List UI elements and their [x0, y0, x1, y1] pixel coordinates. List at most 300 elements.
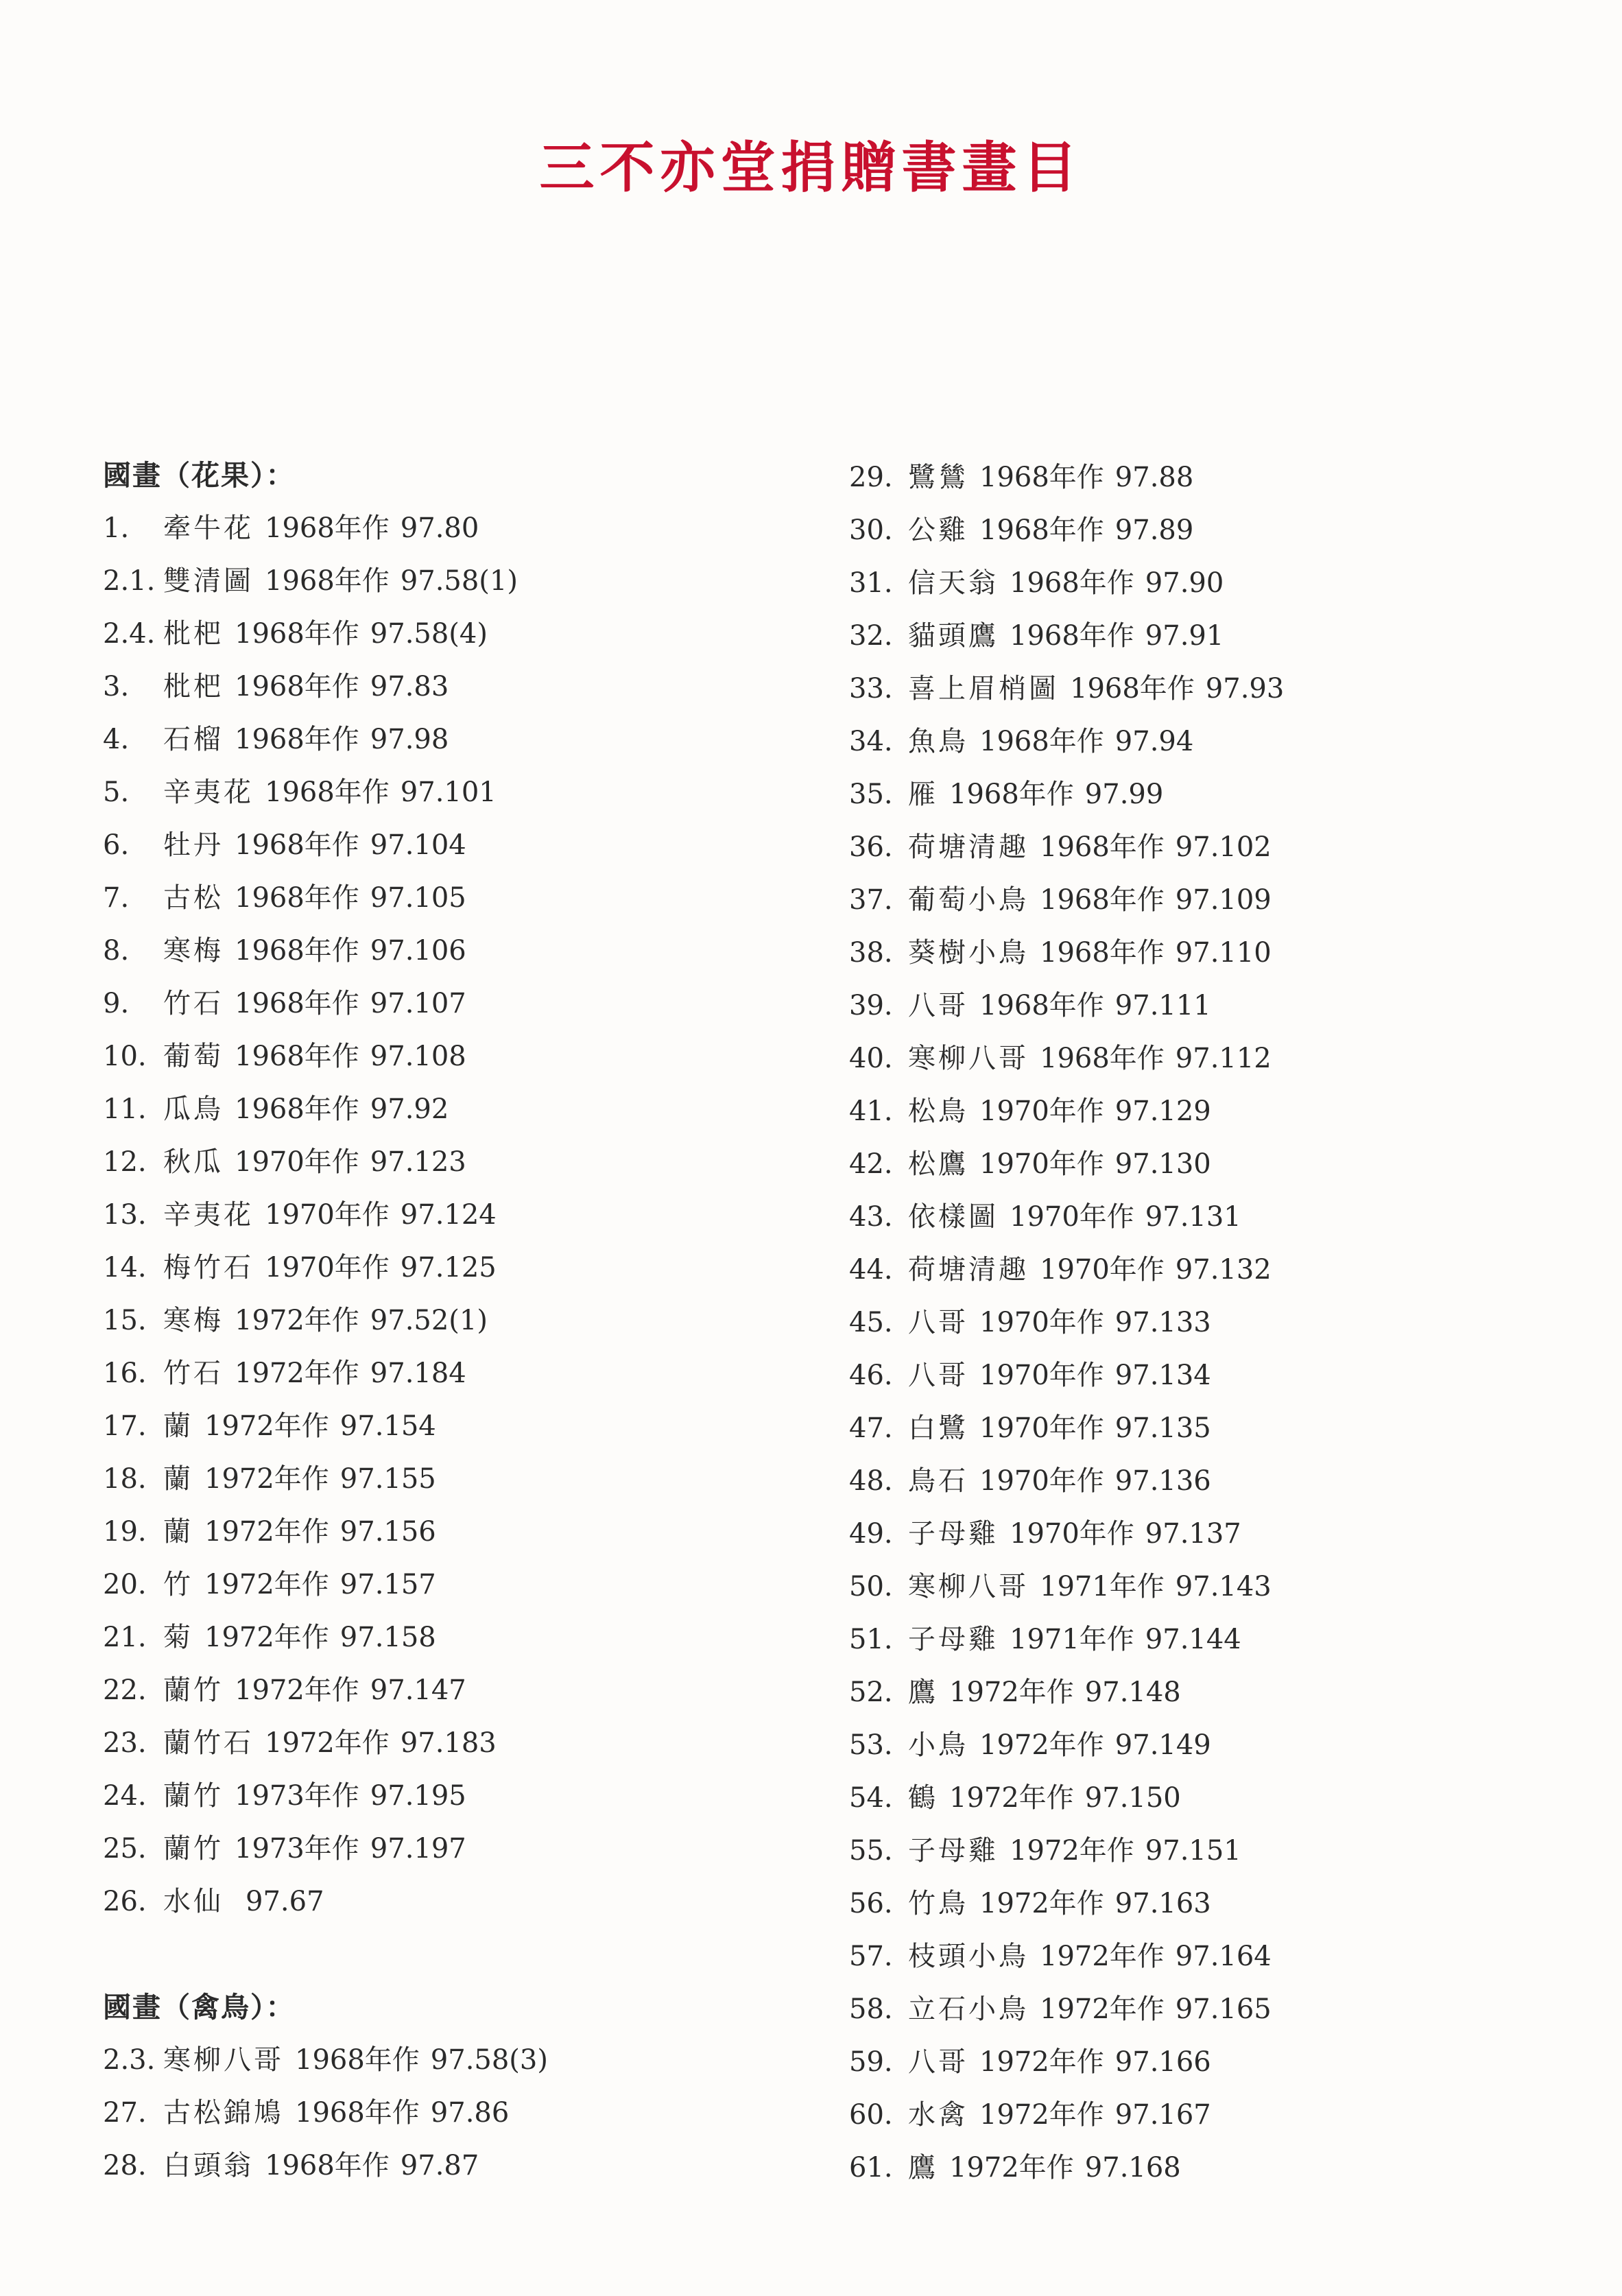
list-item [849, 1297, 1284, 1349]
item-title: 鶴 [908, 1782, 938, 1814]
item-year: 1968年作 [265, 565, 390, 597]
item-year: 1968年作 [1040, 884, 1165, 916]
page-title: 三不亦堂捐贈書畫目 [539, 135, 1083, 200]
item-title: 梅竹石 [163, 1252, 254, 1283]
item-title: 蘭 [163, 1410, 193, 1442]
item-year: 1972年作 [979, 1729, 1104, 1761]
item-title: 寒柳八哥 [163, 2044, 284, 2076]
item-year: 1968年作 [295, 2044, 420, 2076]
item-catalog-number: 97.164 [1175, 1941, 1272, 1972]
list-item [849, 874, 1284, 927]
item-title: 石榴 [163, 724, 224, 755]
item-number: 13. [103, 1199, 147, 1231]
list-item [849, 1930, 1284, 1983]
item-catalog-number: 97.165 [1175, 1993, 1272, 2025]
item-title: 枇杷 [163, 671, 224, 702]
item-title: 竹石 [163, 988, 224, 1019]
item-number: 39. [849, 990, 893, 1021]
item-catalog-number: 97.90 [1145, 567, 1224, 599]
item-number: 57. [849, 1941, 893, 1972]
list-item [103, 1664, 548, 1717]
list-item [849, 1878, 1284, 1930]
item-number: 8. [103, 935, 130, 967]
item-number: 15. [103, 1305, 147, 1336]
item-catalog-number: 97.155 [339, 1463, 436, 1495]
list-item [849, 1825, 1284, 1878]
item-catalog-number: 97.99 [1084, 779, 1164, 810]
item-number: 54. [849, 1782, 893, 1814]
item-year: 1972年作 [979, 2046, 1104, 2078]
item-number: 17. [103, 1410, 147, 1442]
item-number: 7. [103, 882, 130, 914]
list-item [103, 766, 548, 819]
item-catalog-number: 97.149 [1114, 1729, 1211, 1761]
item-title: 牡丹 [163, 829, 224, 861]
item-title: 寒柳八哥 [908, 1571, 1029, 1602]
item-title: 子母雞 [908, 1624, 999, 1655]
item-catalog-number: 97.104 [370, 829, 466, 861]
list-item [103, 555, 548, 608]
list-item [849, 1983, 1284, 2036]
item-year: 1970年作 [979, 1360, 1104, 1391]
item-number: 34. [849, 726, 893, 757]
item-catalog-number: 97.80 [400, 512, 479, 544]
item-title: 枝頭小鳥 [908, 1941, 1029, 1972]
item-number: 37. [849, 884, 893, 916]
item-catalog-number: 97.111 [1114, 990, 1211, 1021]
list-item [849, 663, 1284, 715]
item-catalog-number: 97.184 [370, 1358, 466, 1389]
item-title: 鳥石 [908, 1465, 968, 1497]
item-number: 33. [849, 673, 893, 705]
item-catalog-number: 97.130 [1114, 1148, 1211, 1180]
item-year: 1968年作 [235, 1041, 359, 1072]
birds-list [103, 2034, 548, 2192]
item-number: 38. [849, 937, 893, 969]
item-catalog-number: 97.102 [1175, 831, 1272, 863]
right-column [849, 451, 1284, 2194]
list-item [103, 608, 548, 661]
item-title: 寒柳八哥 [908, 1043, 1029, 1074]
item-number: 26. [103, 1886, 147, 1917]
list-item [103, 661, 548, 713]
item-number: 45. [849, 1307, 893, 1338]
list-item [849, 1455, 1284, 1508]
item-catalog-number: 97.58(4) [370, 618, 488, 650]
item-number: 58. [849, 1993, 893, 2025]
item-year: 1970年作 [1010, 1518, 1134, 1550]
item-number: 47. [849, 1412, 893, 1444]
list-item [103, 1611, 548, 1664]
item-number: 41. [849, 1096, 893, 1127]
item-number: 11. [103, 1093, 147, 1125]
item-title: 蘭竹 [163, 1833, 224, 1865]
item-catalog-number: 97.131 [1145, 1201, 1241, 1233]
item-year: 1968年作 [1040, 937, 1165, 969]
item-catalog-number: 97.167 [1114, 2099, 1211, 2131]
list-item [103, 978, 548, 1030]
item-title: 信天翁 [908, 567, 999, 599]
item-title: 辛夷花 [163, 1199, 254, 1231]
list-item [103, 713, 548, 766]
item-year: 1972年作 [204, 1516, 329, 1548]
list-item [849, 1244, 1284, 1297]
item-number: 60. [849, 2099, 893, 2131]
item-number: 61. [849, 2152, 893, 2183]
item-catalog-number: 97.52(1) [370, 1305, 488, 1336]
item-number: 30. [849, 514, 893, 546]
item-catalog-number: 97.124 [400, 1199, 497, 1231]
item-title: 葡萄 [163, 1041, 224, 1072]
item-year: 1970年作 [979, 1307, 1104, 1338]
item-title: 小鳥 [908, 1729, 968, 1761]
item-year: 1968年作 [979, 462, 1104, 493]
item-year: 1970年作 [979, 1148, 1104, 1180]
item-number: 1. [103, 512, 130, 544]
list-item [103, 1030, 548, 1083]
item-catalog-number: 97.92 [370, 1093, 449, 1125]
item-title: 白頭翁 [163, 2150, 254, 2181]
list-item [103, 1506, 548, 1559]
item-title: 八哥 [908, 2046, 968, 2078]
item-number: 46. [849, 1360, 893, 1391]
item-year: 1973年作 [235, 1833, 359, 1865]
list-item [103, 1559, 548, 1611]
item-number: 32. [849, 620, 893, 652]
item-year: 1972年作 [204, 1410, 329, 1442]
item-catalog-number: 97.197 [370, 1833, 466, 1865]
item-year: 1970年作 [1010, 1201, 1134, 1233]
item-catalog-number: 97.98 [370, 724, 449, 755]
item-title: 荷塘清趣 [908, 831, 1029, 863]
item-year: 1972年作 [204, 1569, 329, 1600]
item-year: 1970年作 [979, 1465, 1104, 1497]
item-catalog-number: 97.150 [1084, 1782, 1181, 1814]
list-item [849, 610, 1284, 663]
item-year: 1972年作 [204, 1622, 329, 1653]
list-item [849, 504, 1284, 557]
item-catalog-number: 97.91 [1145, 620, 1224, 652]
list-item [103, 925, 548, 978]
item-catalog-number: 97.108 [370, 1041, 466, 1072]
item-catalog-number: 97.136 [1114, 1465, 1211, 1497]
item-title: 白鷺 [908, 1412, 968, 1444]
item-title: 枇杷 [163, 618, 224, 650]
list-item [103, 1083, 548, 1136]
list-item [103, 1717, 548, 1770]
list-item [103, 1875, 548, 1928]
item-title: 古松 [163, 882, 224, 914]
list-item [103, 2140, 548, 2192]
list-item [849, 2142, 1284, 2194]
item-year: 1968年作 [979, 726, 1104, 757]
list-item [849, 1138, 1284, 1191]
item-title: 葡萄小鳥 [908, 884, 1029, 916]
item-number: 21. [103, 1622, 147, 1653]
item-title: 寒梅 [163, 1305, 224, 1336]
item-number: 50. [849, 1571, 893, 1602]
item-title: 喜上眉梢圖 [908, 673, 1059, 705]
item-catalog-number: 97.168 [1084, 2152, 1181, 2183]
item-year: 1968年作 [1070, 673, 1195, 705]
item-catalog-number: 97.157 [339, 1569, 436, 1600]
item-title: 子母雞 [908, 1835, 999, 1867]
item-title: 瓜鳥 [163, 1093, 224, 1125]
item-year: 1970年作 [265, 1252, 390, 1283]
item-catalog-number: 97.58(1) [400, 565, 518, 597]
item-number: 20. [103, 1569, 147, 1600]
item-catalog-number: 97.195 [370, 1780, 466, 1812]
list-item [849, 821, 1284, 874]
item-title: 八哥 [908, 990, 968, 1021]
list-item [103, 1189, 548, 1242]
item-catalog-number: 97.148 [1084, 1677, 1181, 1708]
item-number: 4. [103, 724, 130, 755]
item-year: 1972年作 [235, 1358, 359, 1389]
item-title: 辛夷花 [163, 777, 254, 808]
list-item [103, 872, 548, 925]
item-catalog-number: 97.110 [1175, 937, 1272, 969]
item-title: 雁 [908, 779, 938, 810]
item-title: 松鷹 [908, 1148, 968, 1180]
item-catalog-number: 97.58(3) [430, 2044, 548, 2076]
item-catalog-number: 97.112 [1175, 1043, 1272, 1074]
item-number: 24. [103, 1780, 147, 1812]
item-number: 44. [849, 1254, 893, 1286]
item-year: 1972年作 [949, 2152, 1074, 2183]
list-item [103, 1453, 548, 1506]
item-number: 43. [849, 1201, 893, 1233]
item-number: 10. [103, 1041, 147, 1072]
item-catalog-number: 97.154 [339, 1410, 436, 1442]
item-catalog-number: 97.156 [339, 1516, 436, 1548]
list-item [103, 1823, 548, 1875]
item-catalog-number: 97.86 [430, 2097, 510, 2129]
item-title: 蘭竹 [163, 1780, 224, 1812]
list-item [849, 2089, 1284, 2142]
list-item [849, 1666, 1284, 1719]
item-catalog-number: 97.163 [1114, 1888, 1211, 1919]
item-year: 1972年作 [1040, 1941, 1165, 1972]
item-year: 1968年作 [979, 514, 1104, 546]
list-item [849, 1613, 1284, 1666]
item-year: 1971年作 [1010, 1624, 1134, 1655]
list-item [103, 502, 548, 555]
item-title: 葵樹小鳥 [908, 937, 1029, 969]
item-number: 9. [103, 988, 130, 1019]
item-year: 1972年作 [1010, 1835, 1134, 1867]
item-title: 荷塘清趣 [908, 1254, 1029, 1286]
item-title: 貓頭鷹 [908, 620, 999, 652]
item-title: 鷺鷥 [908, 462, 968, 493]
birds-list-continued [849, 451, 1284, 2194]
item-number: 53. [849, 1729, 893, 1761]
item-catalog-number: 97.129 [1114, 1096, 1211, 1127]
list-item [103, 2087, 548, 2140]
list-item [849, 768, 1284, 821]
item-year: 1970年作 [979, 1096, 1104, 1127]
section-spacer [103, 1928, 548, 1981]
item-number: 5. [103, 777, 130, 808]
item-year: 1968年作 [235, 618, 359, 650]
item-number: 23. [103, 1727, 147, 1759]
item-catalog-number: 97.88 [1114, 462, 1194, 493]
item-catalog-number: 97.107 [370, 988, 466, 1019]
item-year: 1968年作 [295, 2097, 420, 2129]
item-year: 1972年作 [1040, 1993, 1165, 2025]
item-number: 2.3. [103, 2044, 156, 2076]
list-item [849, 1191, 1284, 1244]
item-year: 1970年作 [979, 1412, 1104, 1444]
item-catalog-number: 97.123 [370, 1146, 466, 1178]
item-number: 51. [849, 1624, 893, 1655]
item-number: 52. [849, 1677, 893, 1708]
item-number: 22. [103, 1674, 147, 1706]
item-catalog-number: 97.144 [1145, 1624, 1241, 1655]
item-title: 竹 [163, 1569, 193, 1600]
item-year: 1968年作 [235, 724, 359, 755]
item-number: 56. [849, 1888, 893, 1919]
item-catalog-number: 97.132 [1175, 1254, 1272, 1286]
item-number: 6. [103, 829, 130, 861]
list-item [849, 557, 1284, 610]
item-title: 蘭竹石 [163, 1727, 254, 1759]
item-year: 1970年作 [235, 1146, 359, 1178]
list-item [849, 2036, 1284, 2089]
list-item [849, 1772, 1284, 1825]
section-heading-birds: 國畫（禽鳥）： [103, 1991, 296, 2024]
section-heading-flowers-fruits: 國畫（花果）： [103, 459, 296, 492]
item-number: 48. [849, 1465, 893, 1497]
item-year: 1968年作 [1010, 620, 1134, 652]
item-title: 牽牛花 [163, 512, 254, 544]
item-title: 蘭 [163, 1516, 193, 1548]
list-item [849, 1085, 1284, 1138]
item-year: 1970年作 [1040, 1254, 1165, 1286]
item-title: 古松錦鳩 [163, 2097, 284, 2129]
item-title: 竹鳥 [908, 1888, 968, 1919]
left-column [103, 449, 548, 2192]
list-item [103, 1770, 548, 1823]
item-number: 49. [849, 1518, 893, 1550]
item-title: 依樣圖 [908, 1201, 999, 1233]
list-item [849, 927, 1284, 980]
item-title: 鷹 [908, 1677, 938, 1708]
item-title: 立石小鳥 [908, 1993, 1029, 2025]
item-catalog-number: 97.93 [1205, 673, 1285, 705]
item-number: 25. [103, 1833, 147, 1865]
item-catalog-number: 97.83 [370, 671, 449, 702]
item-title: 秋瓜 [163, 1146, 224, 1178]
item-number: 19. [103, 1516, 147, 1548]
item-year: 1968年作 [979, 990, 1104, 1021]
list-item [103, 819, 548, 872]
item-catalog-number: 97.158 [339, 1622, 436, 1653]
item-number: 12. [103, 1146, 147, 1178]
item-number: 28. [103, 2150, 147, 2181]
list-item [849, 451, 1284, 504]
item-catalog-number: 97.67 [246, 1886, 324, 1917]
item-title: 雙清圖 [163, 565, 254, 597]
item-title: 八哥 [908, 1307, 968, 1338]
item-catalog-number: 97.109 [1175, 884, 1272, 916]
list-item [849, 1561, 1284, 1613]
item-year: 1971年作 [1040, 1571, 1165, 1602]
item-title: 寒梅 [163, 935, 224, 967]
item-number: 55. [849, 1835, 893, 1867]
list-item [103, 1136, 548, 1189]
item-year: 1968年作 [265, 512, 390, 544]
item-catalog-number: 97.87 [400, 2150, 479, 2181]
item-title: 蘭竹 [163, 1674, 224, 1706]
item-year: 1973年作 [235, 1780, 359, 1812]
item-year: 1972年作 [235, 1674, 359, 1706]
item-year: 1968年作 [1040, 1043, 1165, 1074]
item-catalog-number: 97.101 [400, 777, 497, 808]
item-catalog-number: 97.105 [370, 882, 466, 914]
item-year: 1968年作 [235, 935, 359, 967]
item-title: 水禽 [908, 2099, 968, 2131]
item-catalog-number: 97.147 [370, 1674, 466, 1706]
list-item [103, 2034, 548, 2087]
item-year: 1968年作 [1040, 831, 1165, 863]
item-year: 1968年作 [235, 988, 359, 1019]
item-number: 27. [103, 2097, 147, 2129]
item-year: 1968年作 [235, 829, 359, 861]
item-year: 1968年作 [265, 2150, 390, 2181]
item-catalog-number: 97.151 [1145, 1835, 1241, 1867]
list-item [849, 715, 1284, 768]
item-number: 35. [849, 779, 893, 810]
item-catalog-number: 97.94 [1114, 726, 1194, 757]
list-item [103, 1400, 548, 1453]
item-number: 18. [103, 1463, 147, 1495]
item-year: 1972年作 [949, 1782, 1074, 1814]
flowers-fruits-list [103, 502, 548, 1928]
item-catalog-number: 97.106 [370, 935, 466, 967]
list-item [103, 1294, 548, 1347]
item-title: 魚鳥 [908, 726, 968, 757]
item-number: 29. [849, 462, 893, 493]
item-catalog-number: 97.125 [400, 1252, 497, 1283]
item-catalog-number: 97.166 [1114, 2046, 1211, 2078]
item-title: 竹石 [163, 1358, 224, 1389]
item-year: 1972年作 [204, 1463, 329, 1495]
list-item [849, 1032, 1284, 1085]
item-year: 1970年作 [265, 1199, 390, 1231]
item-catalog-number: 97.143 [1175, 1571, 1272, 1602]
item-number: 59. [849, 2046, 893, 2078]
item-title: 蘭 [163, 1463, 193, 1495]
item-catalog-number: 97.183 [400, 1727, 497, 1759]
item-title: 鷹 [908, 2152, 938, 2183]
item-title: 松鳥 [908, 1096, 968, 1127]
item-year: 1972年作 [265, 1727, 390, 1759]
item-number: 2.1. [103, 565, 156, 597]
list-item [103, 1347, 548, 1400]
item-number: 36. [849, 831, 893, 863]
item-catalog-number: 97.89 [1114, 514, 1194, 546]
item-year: 1968年作 [949, 779, 1074, 810]
list-item [849, 1508, 1284, 1561]
item-catalog-number: 97.134 [1114, 1360, 1211, 1391]
item-year: 1968年作 [1010, 567, 1134, 599]
list-item [849, 1719, 1284, 1772]
item-number: 40. [849, 1043, 893, 1074]
item-year: 1972年作 [979, 1888, 1104, 1919]
item-year: 1972年作 [235, 1305, 359, 1336]
item-year: 1968年作 [235, 1093, 359, 1125]
